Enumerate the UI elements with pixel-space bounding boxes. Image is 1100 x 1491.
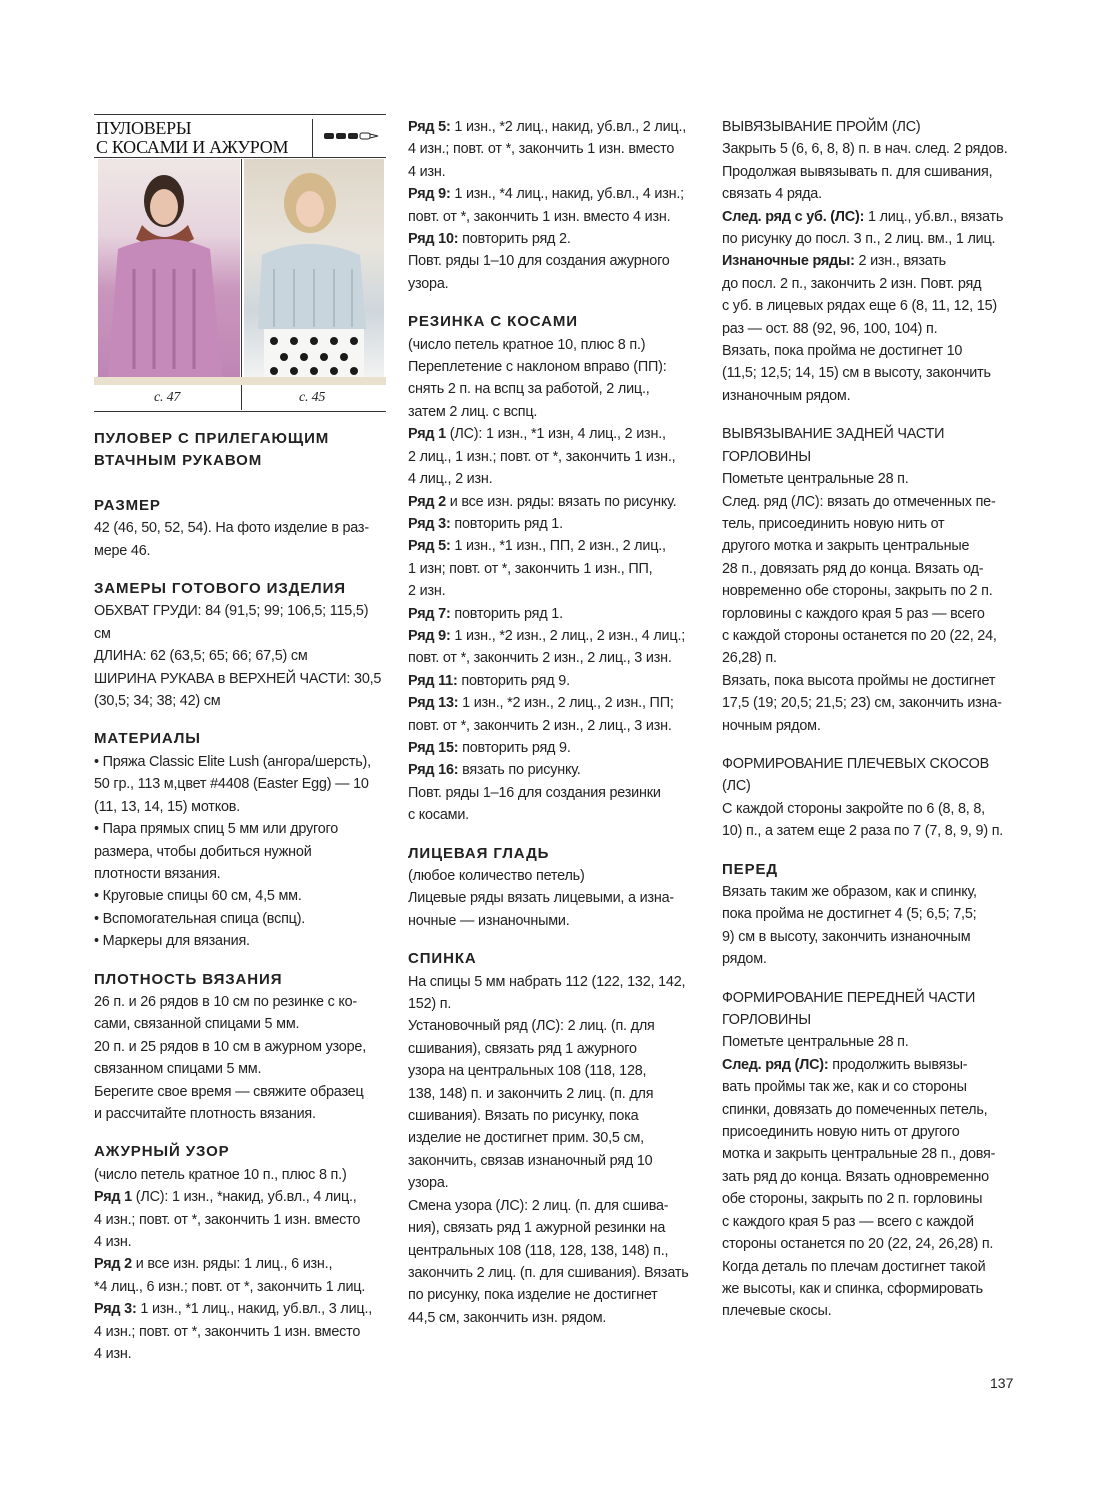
row-text: 1 изн., *2 изн., 2 лиц., 2 изн., ПП; bbox=[458, 695, 674, 712]
size-section bbox=[94, 495, 386, 562]
text-line: Повт. ряды 1–16 для создания резинки bbox=[408, 784, 661, 801]
rib-row-line bbox=[408, 423, 698, 445]
rib-row-line bbox=[408, 670, 698, 692]
row-2-line bbox=[94, 1253, 386, 1275]
text-line: повт. от *, закончить 2 изн., 2 лиц., 3 изн. bbox=[408, 650, 672, 667]
header-box bbox=[94, 114, 386, 412]
back-neck-heading: ВЫВЯЗЫВАНИЕ ЗАДНЕЙ ЧАСТИ bbox=[722, 426, 945, 443]
text-line: размера, чтобы добиться нужной bbox=[94, 843, 312, 860]
row-5-line bbox=[408, 116, 698, 138]
text-line: 2 изн. bbox=[408, 583, 446, 600]
text-line: тель, присоединить новую нить от bbox=[722, 515, 945, 532]
text-line: изделие не достигнет прим. 30,5 см, bbox=[408, 1130, 644, 1147]
text-line: Установочный ряд (ЛС): 2 лиц. (п. для bbox=[408, 1018, 655, 1035]
text-line: 4 изн.; повт. от *, закончить 1 изн. вместо bbox=[94, 1323, 361, 1340]
caption-left: с. 47 bbox=[154, 390, 181, 405]
column-3 bbox=[722, 116, 1018, 1323]
text-line: плотности вязания. bbox=[94, 865, 221, 882]
text-line: повт. от *, закончить 2 изн., 2 лиц., 3 изн. bbox=[408, 717, 672, 734]
photo-pink-pullover bbox=[98, 159, 240, 377]
back-heading: СПИНКА bbox=[408, 950, 477, 968]
photo-band bbox=[94, 377, 386, 385]
materials-heading: МАТЕРИАЛЫ bbox=[94, 730, 201, 748]
section-title-line-1: ПУЛОВЕРЫ bbox=[96, 118, 192, 138]
text-line: плечевые скосы. bbox=[722, 1303, 832, 1320]
rib-row-line bbox=[408, 491, 698, 513]
text-line: 17,5 (19; 20,5; 21,5; 23) см, закончить изна- bbox=[722, 695, 1002, 712]
materials-section bbox=[94, 728, 386, 952]
row-label: Ряд 2 bbox=[408, 493, 446, 510]
next-row-line bbox=[722, 1054, 1018, 1076]
text-line: же высоты, как и спинка, сформировать bbox=[722, 1280, 983, 1297]
rib-row-line bbox=[408, 513, 698, 535]
text-line: Вязать таким же образом, как и спинку, bbox=[722, 884, 977, 900]
text-line: 4 лиц., 2 изн. bbox=[408, 471, 493, 488]
measures-heading: ЗАМЕРЫ ГОТОВОГО ИЗДЕЛИЯ bbox=[94, 580, 346, 598]
row-text: повторить ряд 1. bbox=[450, 605, 563, 622]
text-line: (число петель кратное 10, плюс 8 п.) bbox=[408, 336, 646, 353]
text-line: закончить, связав изнаночный ряд 10 bbox=[408, 1152, 653, 1169]
text-line: узора. bbox=[408, 275, 449, 292]
text-line: мере 46. bbox=[94, 542, 151, 559]
text-line: ШИРИНА РУКАВА в ВЕРХНЕЙ ЧАСТИ: 30,5 bbox=[94, 670, 382, 687]
text-line: с уб. в лицевых рядах еще 6 (8, 11, 12, 15) bbox=[722, 298, 997, 315]
rib-row-line bbox=[408, 737, 698, 759]
text-line: с каждой стороны останется по 20 (22, 24, bbox=[722, 627, 997, 644]
row-text: 1 изн., *2 изн., 2 лиц., 2 изн., 4 лиц.; bbox=[450, 627, 686, 644]
rib-row-line bbox=[408, 759, 698, 781]
text-line: до посл. 2 п., закончить 2 изн. Повт. ряд bbox=[722, 275, 982, 292]
rib-row-line bbox=[408, 535, 698, 557]
row-label: Ряд 2 bbox=[94, 1256, 132, 1273]
text-line: снять 2 п. на вспц за работой, 2 лиц., bbox=[408, 381, 650, 398]
row-label: Ряд 1 bbox=[408, 426, 446, 443]
section-title-line-2: С КОСАМИ И АЖУРОМ bbox=[96, 137, 289, 157]
row-text: продолжить вывязы- bbox=[828, 1056, 968, 1073]
text-line: по рисунку, пока изделие не достигнет bbox=[408, 1287, 658, 1304]
text-line: повт. от *, закончить 1 изн. вместо 4 изн. bbox=[408, 208, 671, 225]
text-line: Переплетение с наклоном вправо (ПП): bbox=[408, 359, 667, 376]
text-line: (11, 13, 14, 15) мотков. bbox=[94, 798, 241, 815]
text-line: (11,5; 12,5; 14, 15) см в высоту, закончить bbox=[722, 365, 991, 382]
text-line: (любое количество петель) bbox=[408, 868, 585, 884]
text-line: 4 изн.; повт. от *, закончить 1 изн. вместо bbox=[408, 141, 675, 158]
text-line: Лицевые ряды вязать лицевыми, а изна- bbox=[408, 890, 674, 907]
text-line: 4 изн. bbox=[94, 1234, 132, 1250]
text-line: по рисунку до посл. 3 п., 2 лиц. вм., 1 лиц. bbox=[722, 231, 996, 248]
armhole-section bbox=[722, 116, 1018, 407]
text-line: и рассчитайте плотность вязания. bbox=[94, 1105, 316, 1122]
front-section bbox=[722, 859, 1018, 971]
photo-blue-pullover-illustration bbox=[244, 159, 384, 377]
text-line: связать 4 ряда. bbox=[722, 186, 822, 203]
row-text: и все изн. ряды: вязать по рисунку. bbox=[445, 493, 677, 510]
text-line: затем 2 лиц. с вспц. bbox=[408, 403, 538, 420]
row-text: 1 лиц., уб.вл., вязать bbox=[864, 208, 1004, 225]
row-text: повторить ряд 2. bbox=[458, 231, 571, 248]
row-label: Ряд 3: bbox=[408, 515, 451, 532]
text-line: 10) п., а затем еще 2 раза по 7 (7, 8, 9, 9) п. bbox=[722, 823, 1004, 840]
armhole-heading: ВЫВЯЗЫВАНИЕ ПРОЙМ (ЛС) bbox=[722, 119, 921, 135]
wrong-rows-line bbox=[722, 250, 1018, 272]
row-label: Ряд 7: bbox=[408, 605, 451, 622]
row-label: Ряд 9: bbox=[408, 627, 451, 644]
text-line: Смена узора (ЛС): 2 лиц. (п. для сшива- bbox=[408, 1197, 669, 1214]
text-line: 4 изн. bbox=[408, 163, 446, 180]
text-line: 50 гр., 113 м,цвет #4408 (Easter Egg) — 10 bbox=[94, 776, 369, 793]
text-line: • Круговые спицы 60 см, 4,5 мм. bbox=[94, 888, 302, 905]
row-label: Ряд 11: bbox=[408, 672, 458, 689]
size-heading: РАЗМЕР bbox=[94, 496, 161, 514]
row-text: 1 изн., *1 лиц., накид, уб.вл., 3 лиц., bbox=[136, 1301, 373, 1318]
text-line: 2 лиц., 1 изн.; повт. от *, закончить 1 изн., bbox=[408, 448, 676, 465]
back-section bbox=[408, 948, 698, 1329]
text-line: спинки, довязать до помеченных петель, bbox=[722, 1101, 988, 1118]
text-line: Повт. ряды 1–10 для создания ажурного bbox=[408, 253, 670, 270]
text-line: 28 п., довязать ряд до конца. Вязать од- bbox=[722, 560, 984, 577]
text-line: Продолжая вывязывать п. для сшивания, bbox=[722, 163, 993, 180]
gauge-section bbox=[94, 969, 386, 1126]
main-title-line-1: ПУЛОВЕР С ПРИЛЕГАЮЩИМ bbox=[94, 430, 330, 447]
photo-pink-pullover-illustration bbox=[98, 159, 240, 377]
text-line: узора на центральных 108 (118, 128, bbox=[408, 1063, 647, 1080]
text-line: рядом. bbox=[722, 951, 767, 968]
row-label: След. ряд (ЛС): bbox=[722, 1056, 829, 1073]
text-line: Вязать, пока высота проймы не достигнет bbox=[722, 672, 996, 689]
row-text: 2 изн., вязать bbox=[854, 253, 946, 270]
row-text: 1 изн., *4 лиц., накид, уб.вл., 4 изн.; bbox=[450, 186, 684, 203]
stockinette-section bbox=[408, 843, 698, 933]
text-line: ночным рядом. bbox=[722, 717, 821, 734]
cable-rib-heading: РЕЗИНКА С КОСАМИ bbox=[408, 313, 578, 331]
gauge-heading: ПЛОТНОСТЬ ВЯЗАНИЯ bbox=[94, 970, 283, 988]
row-label: Ряд 10: bbox=[408, 231, 459, 248]
text-line: *4 лиц., 6 изн.; повт. от *, закончить 1 лиц. bbox=[94, 1278, 366, 1295]
row-label: Ряд 5: bbox=[408, 119, 451, 135]
shoulders-heading: ФОРМИРОВАНИЕ ПЛЕЧЕВЫХ СКОСОВ (ЛС) bbox=[722, 755, 990, 795]
text-line: узора. bbox=[408, 1175, 449, 1192]
text-line: (число петель кратное 10 п., плюс 8 п.) bbox=[94, 1166, 347, 1183]
text-line: новременно обе стороны, закрыть по 2 п. bbox=[722, 583, 993, 600]
dec-row-line bbox=[722, 206, 1018, 228]
measures-section bbox=[94, 578, 386, 712]
text-line: След. ряд (ЛС): вязать до отмеченных пе- bbox=[722, 493, 996, 510]
front-heading: ПЕРЕД bbox=[722, 860, 778, 878]
row-text: (ЛС): 1 изн., *накид, уб.вл., 4 лиц., bbox=[131, 1189, 357, 1206]
row-text: повторить ряд 9. bbox=[457, 672, 570, 689]
main-title bbox=[94, 428, 386, 473]
text-line: 20 п. и 25 рядов в 10 см в ажурном узоре, bbox=[94, 1038, 367, 1055]
text-line: закончить 2 лиц. (п. для сшивания). Вязать bbox=[408, 1264, 689, 1281]
row-text: и все изн. ряды: 1 лиц., 6 изн., bbox=[131, 1256, 333, 1273]
row-label: Ряд 1 bbox=[94, 1189, 132, 1206]
row-text: вязать по рисунку. bbox=[458, 762, 581, 779]
row-label: Изнаночные ряды: bbox=[722, 253, 855, 270]
text-line: другого мотка и закрыть центральные bbox=[722, 538, 970, 555]
text-line: 9) см в высоту, закончить изнаночным bbox=[722, 928, 971, 945]
back-neck-section bbox=[722, 423, 1018, 737]
row-text: 1 изн., *1 изн., ПП, 2 изн., 2 лиц., bbox=[450, 538, 666, 555]
header-divider bbox=[312, 119, 313, 157]
rib-row-line bbox=[408, 603, 698, 625]
main-title-line-2: ВТАЧНЫМ РУКАВОМ bbox=[94, 452, 263, 470]
front-neck-section bbox=[722, 987, 1018, 1323]
text-line: Закрыть 5 (6, 6, 8, 8) п. в нач. след. 2 рядов. bbox=[722, 141, 1008, 158]
text-line: 4 изн. bbox=[94, 1346, 132, 1363]
row-label: Ряд 16: bbox=[408, 762, 459, 779]
row-text: повторить ряд 9. bbox=[458, 739, 571, 756]
difficulty-needles-icon bbox=[322, 129, 382, 143]
header-rule bbox=[94, 157, 386, 158]
text-line: Когда деталь по плечам достигнет такой bbox=[722, 1258, 986, 1275]
text-line: 26 п. и 26 рядов в 10 см по резинке с ко- bbox=[94, 993, 358, 1010]
page-number: 137 bbox=[990, 1375, 1014, 1391]
lace-heading: АЖУРНЫЙ УЗОР bbox=[94, 1143, 230, 1161]
text-line: горловины с каждого края 5 раз — всего bbox=[722, 605, 985, 622]
text-line: зать ряд до конца. Вязать одновременно bbox=[722, 1168, 989, 1185]
row-label: Ряд 9: bbox=[408, 186, 451, 203]
text-line: Берегите свое время — свяжите образец bbox=[94, 1083, 364, 1100]
row-label: Ряд 13: bbox=[408, 695, 459, 712]
text-line: • Вспомогательная спица (вспц). bbox=[94, 910, 306, 927]
text-line: 26,28) п. bbox=[722, 650, 777, 667]
text-line: 152) п. bbox=[408, 996, 452, 1013]
text-line: 1 изн; повт. от *, закончить 1 изн., ПП, bbox=[408, 560, 653, 577]
front-neck-heading: ГОРЛОВИНЫ bbox=[722, 1012, 811, 1029]
text-line: • Пряжа Classic Elite Lush (ангора/шерсть), bbox=[94, 753, 371, 770]
text-line: На спицы 5 мм набрать 112 (122, 132, 142, bbox=[408, 973, 686, 990]
row-1-line bbox=[94, 1186, 386, 1208]
caption-right: с. 45 bbox=[299, 390, 326, 405]
text-line: с каждого края 5 раз — всего с каждой bbox=[722, 1213, 974, 1230]
text-line: с косами. bbox=[408, 807, 469, 824]
row-text: 1 изн., *2 лиц., накид, уб.вл., 2 лиц., bbox=[450, 119, 687, 135]
column-2 bbox=[408, 116, 698, 1329]
text-line: 44,5 см, закончить изн. рядом. bbox=[408, 1309, 607, 1326]
back-neck-heading: ГОРЛОВИНЫ bbox=[722, 448, 811, 465]
text-line: центральных 108 (118, 128, 138, 148) п., bbox=[408, 1242, 669, 1259]
row-label: Ряд 3: bbox=[94, 1301, 137, 1318]
column-1 bbox=[94, 114, 386, 1365]
photo-divider bbox=[241, 159, 242, 410]
text-line: • Маркеры для вязания. bbox=[94, 933, 250, 950]
text-line: С каждой стороны закройте по 6 (8, 8, 8, bbox=[722, 800, 985, 817]
text-line: присоединить новую нить от другого bbox=[722, 1124, 960, 1141]
text-line: • Пара прямых спиц 5 мм или другого bbox=[94, 821, 339, 838]
text-line: ДЛИНА: 62 (63,5; 65; 66; 67,5) см bbox=[94, 648, 308, 665]
text-line: Пометьте центральные 28 п. bbox=[722, 471, 909, 488]
text-line: сшивания), связать ряд 1 ажурного bbox=[408, 1040, 637, 1057]
stockinette-heading: ЛИЦЕВАЯ ГЛАДЬ bbox=[408, 844, 550, 862]
rib-row-line bbox=[408, 692, 698, 714]
text-line: 42 (46, 50, 52, 54). На фото изделие в раз- bbox=[94, 520, 369, 537]
text-line: пока пройма не достигнет 4 (5; 6,5; 7,5; bbox=[722, 906, 977, 923]
section-title bbox=[96, 119, 288, 157]
text-line: изнаночным рядом. bbox=[722, 387, 851, 404]
text-line: Пометьте центральные 28 п. bbox=[722, 1034, 909, 1051]
text-line: (30,5; 34; 38; 42) см bbox=[94, 693, 221, 710]
row-9-line bbox=[408, 183, 698, 205]
text-line: вать проймы так же, как и со стороны bbox=[722, 1079, 967, 1096]
row-text: повторить ряд 1. bbox=[450, 515, 563, 532]
row-label: След. ряд с уб. (ЛС): bbox=[722, 208, 865, 225]
photo-blue-pullover bbox=[244, 159, 384, 377]
front-neck-heading: ФОРМИРОВАНИЕ ПЕРЕДНЕЙ ЧАСТИ bbox=[722, 989, 976, 1006]
text-line: стороны останется по 20 (22, 24, 26,28) п. bbox=[722, 1236, 994, 1253]
text-line: сшивания). Вязать по рисунку, пока bbox=[408, 1108, 639, 1125]
text-line: раз — ост. 88 (92, 96, 100, 104) п. bbox=[722, 320, 938, 337]
text-line: ния), связать ряд 1 ажурной резинки на bbox=[408, 1220, 666, 1237]
text-line: 138, 148) п. и закончить 2 лиц. (п. для bbox=[408, 1085, 654, 1102]
lace-section bbox=[94, 1141, 386, 1365]
text-line: мотка и закрыть центральные 28 п., довя- bbox=[722, 1146, 996, 1163]
row-3-line bbox=[94, 1298, 386, 1320]
text-line: ночные — изнаночными. bbox=[408, 912, 570, 929]
text-line: Вязать, пока пройма не достигнет 10 bbox=[722, 343, 963, 360]
row-label: Ряд 15: bbox=[408, 739, 459, 756]
row-label: Ряд 5: bbox=[408, 538, 451, 555]
rib-row-line bbox=[408, 625, 698, 647]
text-line: связанном спицами 5 мм. bbox=[94, 1061, 262, 1078]
cable-rib-section bbox=[408, 311, 698, 826]
text-line: 4 изн.; повт. от *, закончить 1 изн. вместо bbox=[94, 1211, 361, 1228]
text-line: сами, связанной спицами 5 мм. bbox=[94, 1016, 300, 1033]
row-10-line bbox=[408, 228, 698, 250]
row-text: (ЛС): 1 изн., *1 изн, 4 лиц., 2 изн., bbox=[445, 426, 666, 443]
shoulders-section bbox=[722, 753, 1018, 843]
text-line: обе стороны, закрыть по 2 п. горловины bbox=[722, 1191, 983, 1208]
text-line: ОБХВАТ ГРУДИ: 84 (91,5; 99; 106,5; 115,5) см bbox=[94, 603, 369, 642]
